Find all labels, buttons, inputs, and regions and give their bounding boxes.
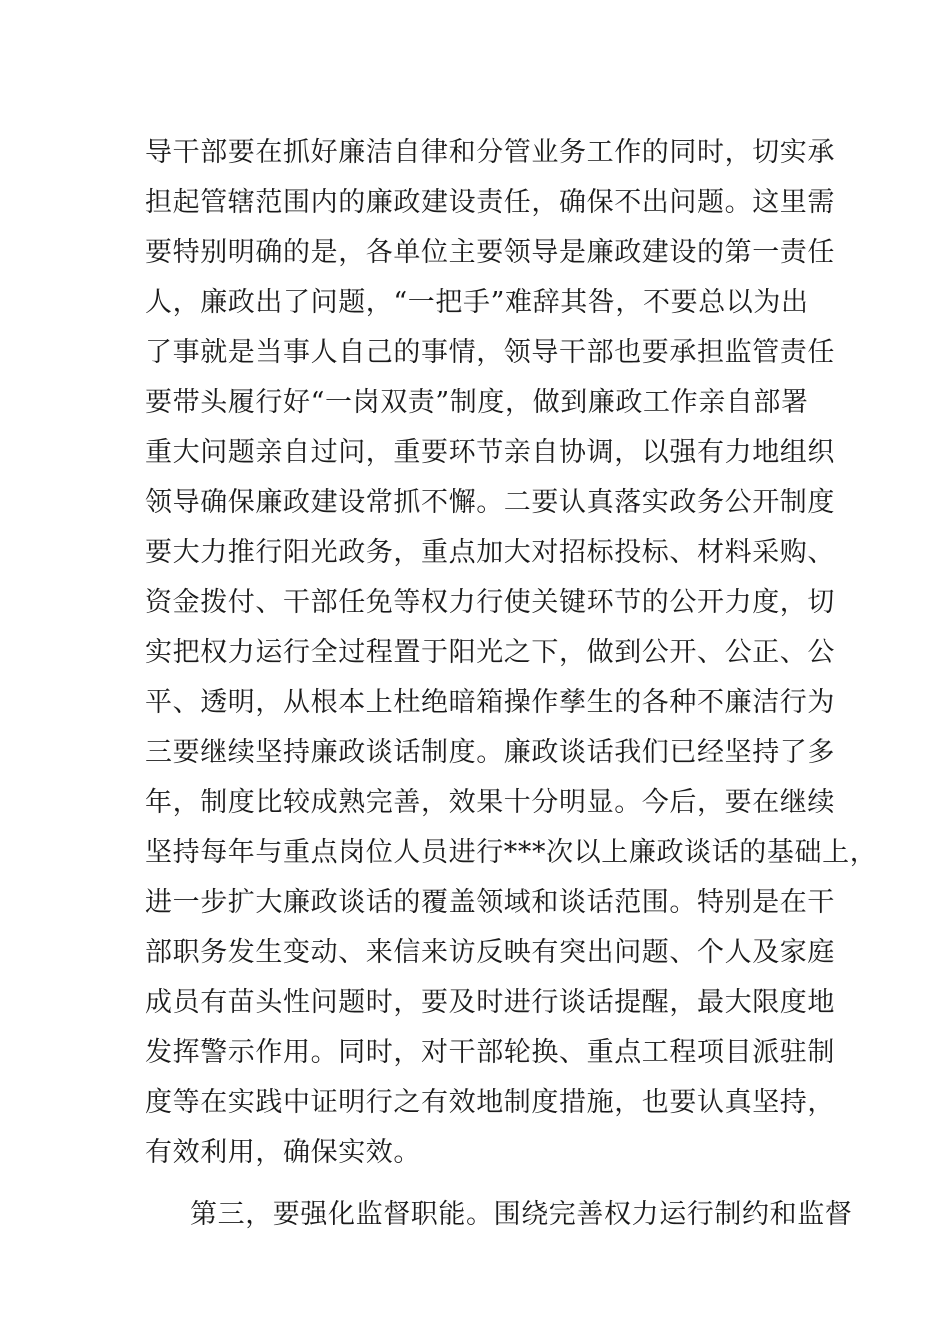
text-line: 有效利用，确保实效。 (145, 1137, 421, 1168)
text-line: 进一步扩大廉政谈话的覆盖领域和谈话范围。特别是在干 (145, 887, 835, 918)
paragraph (145, 1190, 853, 1240)
text-line: 担起管辖范围内的廉政建设责任，确保不出问题。这里需 (145, 187, 835, 218)
text-line: 坚持每年与重点岗位人员进行***次以上廉政谈话的基础上， (145, 837, 878, 868)
text-line: 要特别明确的是，各单位主要领导是廉政建设的第一责任 (145, 237, 835, 268)
text-line: 资金拨付、干部任免等权力行使关键环节的公开力度，切 (145, 587, 835, 618)
text-line: 三要继续坚持廉政谈话制度。廉政谈话我们已经坚持了多 (145, 737, 835, 768)
text-line: 度等在实践中证明行之有效地制度措施，也要认真坚持， (145, 1087, 835, 1118)
document-body (145, 128, 878, 1240)
text-line: 成员有苗头性问题时，要及时进行谈话提醒，最大限度地 (145, 987, 835, 1018)
text-line: 了事就是当事人自己的事情，领导干部也要承担监管责任 (145, 337, 835, 368)
paragraph-gap (145, 1178, 845, 1190)
paragraph (145, 128, 878, 1178)
text-line: 实把权力运行全过程置于阳光之下，做到公开、公正、公 (145, 637, 835, 668)
text-line: 部职务发生变动、来信来访反映有突出问题、个人及家庭 (145, 937, 835, 968)
text-line: 人，廉政出了问题，“一把手”难辞其咎，不要总以为出 (145, 287, 809, 318)
text-line: 重大问题亲自过问，重要环节亲自协调，以强有力地组织 (145, 437, 835, 468)
text-line: 领导确保廉政建设常抓不懈。二要认真落实政务公开制度 (145, 487, 835, 518)
text-line: 发挥警示作用。同时，对干部轮换、重点工程项目派驻制 (145, 1037, 835, 1068)
text-line: 要大力推行阳光政务，重点加大对招标投标、材料采购、 (145, 537, 835, 568)
text-line: 年，制度比较成熟完善，效果十分明显。今后，要在继续 (145, 787, 835, 818)
text-line: 平、透明，从根本上杜绝暗箱操作孳生的各种不廉洁行为 (145, 687, 835, 718)
text-line: 导干部要在抓好廉洁自律和分管业务工作的同时，切实承 (145, 137, 835, 168)
text-line: 第三，要强化监督职能。围绕完善权力运行制约和监督 (190, 1199, 853, 1230)
text-line: 要带头履行好“一岗双责”制度，做到廉政工作亲自部署 (145, 387, 809, 418)
